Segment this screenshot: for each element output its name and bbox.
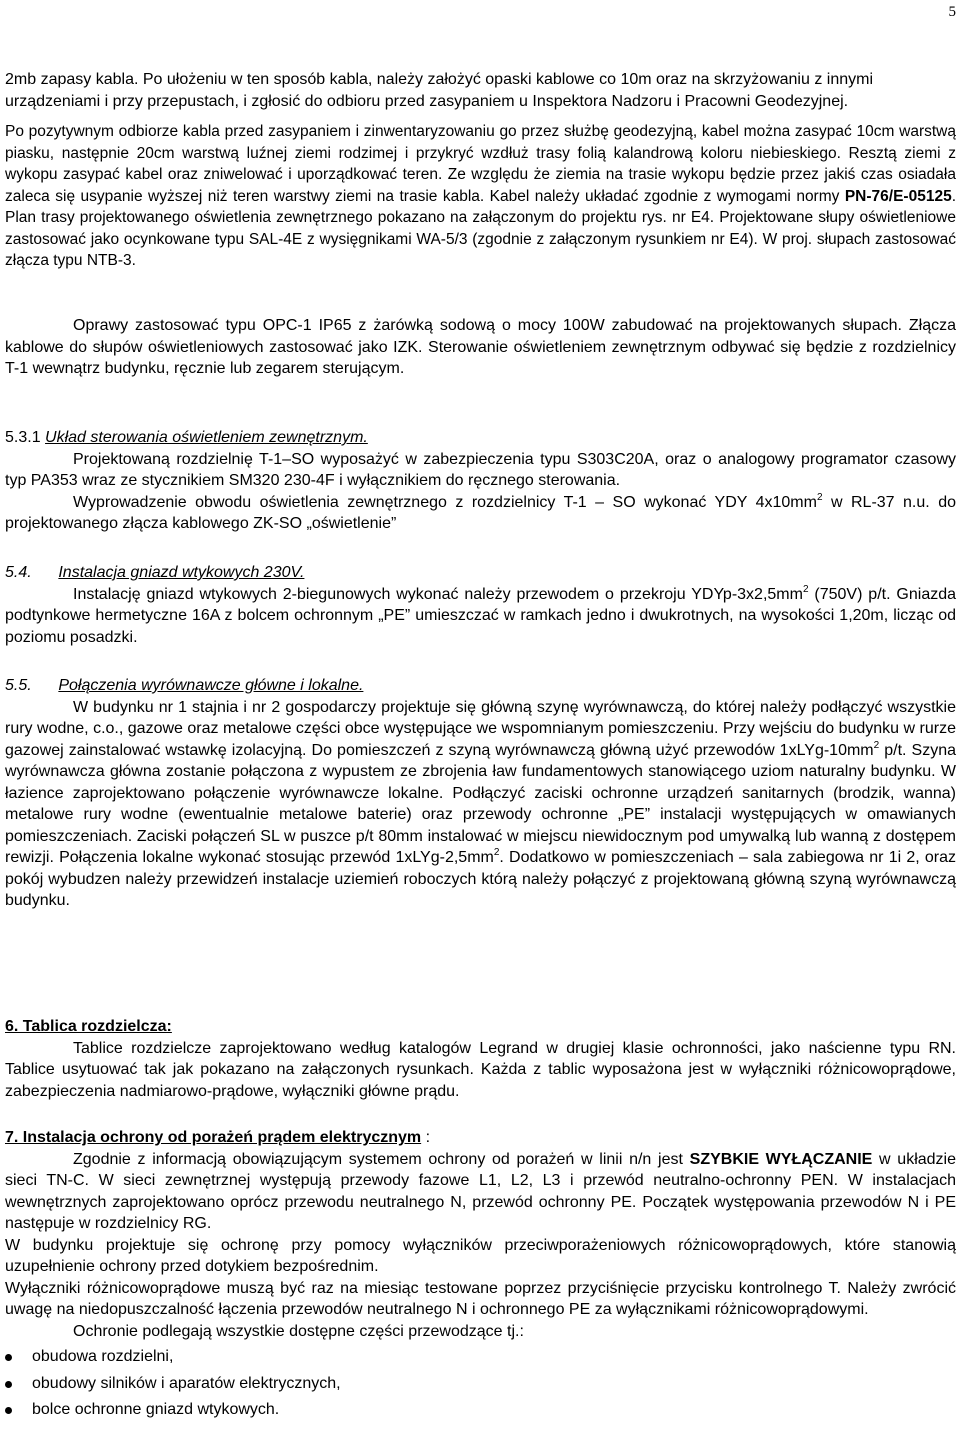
odbior-text-part: Po pozytywnym odbiorze kabla przed zasypaniem i zinwentaryzowaniu go przez służbę geodezyjną, kabel można zasypać 10cm warstwą piasku, następnie 20cm warstwą luźnej ziemi rodzimej i przykryć wzdłuż trasy folią kalandrową koloru niebieskiego. [5,123,956,162]
oprawy-text: Oprawy zastosować typu OPC-1 IP65 z żarówką sodową o mocy 100W zabudować na projektowanych słupach. Złącza kablowe do słupów oświetleniowych zastosować jako IZK. Sterowanie oświetleniem zewnętrznym odbywać się będzie z rozdzielnicy T-1 wewnątrz budynku, ręcznie lub zegarem sterującym. [5,317,956,377]
section-7-para3: Wyłączniki różnicowoprądowe muszą być raz na miesiąc testowane poprzez przyciśnięcie przycisku kontrolnego T. Należy zwrócić uwagę na niedopuszczalność łączenia przewodów neutralnego N i ochronnego PE za wyłącznikami różnicowoprądowymi. [5,1279,956,1318]
section-5-3-1-para2-sup: 2 [816,491,823,503]
section-7-para4: Ochronie podlegają wszystkie dostępne części przewodzące tj.: [73,1322,524,1340]
section-5-4-title: Instalacja gniazd wtykowych 230V. [58,564,305,581]
section-7-para1-a: Zgodnie z informacją obowiązującym systemem ochrony od porażeń w linii n/n jest [73,1150,690,1168]
paragraph-oprawy [5,315,956,380]
section-5-5-para-c: . Dodatkowo w pomieszczeniach – sala zabiegowa nr 1i 2, oraz pokój wybudzen należy przewidzeń instalacje uziemień roboczych którą należy połączyć z projektowaną główną szyną wyrównawczą budynku. [5,849,956,909]
section-7-bullet-list [5,1344,956,1424]
odbior-text [5,121,956,272]
section-5-4-number: 5.4. [5,564,32,581]
section-5-4-para-sup: 2 [802,583,809,595]
section-5-3-1-heading [5,427,956,449]
section-5-5-para-a: W budynku nr 1 stajnia i nr 2 gospodarczy projektuje się główną szynę wyrównawczą, do której należy podłączyć wszystkie rury wodne, c.o., gazowe oraz metalowe części obce występujące we wspomnianym pomieszczeniu. Przy wejściu do budynku w rurze gazowej zainstalować wstawkę izolacyjną. Do pomieszczeń z szyną wyrównawczą główną użyć przewodów 1xLYg-10mm [5,698,956,759]
section-5-5-number: 5.5. [5,677,32,694]
section-5-5-para [5,697,956,912]
section-5-5-heading [5,675,956,697]
section-5-5-para-sup1: 2 [873,739,880,751]
list-item: bolce ochronne gniazd wtykowych. [5,1397,956,1424]
section-5-4-heading [5,562,956,584]
section-5-4 [5,562,956,648]
section-7-para1 [5,1149,956,1235]
section-5-5-para-b: p/t. Szyna wyrównawcza główna zostanie połączona z wypustem ze zbrojenia ław fundamentowych stanowiącego uziom naturalny budynku. W łazience zaprojektowano połączenie wyrównawcze lokalne. Podłączyć zaciski ochronne urządzeń sanitarnych (brodzik, wanna) metalowe rury wodne (ewentualnie metalowe baterie) oraz przewody ochronne „PE” instalacji występujących w omawianych pomieszczeniach. Zaciski połączeń SL w puszce p/t 80mm instalować w miejscu niewidocznym pod umywalką lub wanną z dostępem rewizji. Połączenia lokalne wykonać stosując przewód 1xLYg-2,5mm [5,741,957,866]
list-item: obudowy silników i aparatów elektrycznych, [5,1371,956,1398]
section-5-3-1-para2-a: Wyprowadzenie obwodu oświetlenia zewnętrznego z rozdzielnicy T-1 – SO wykonać YDY 4x10mm [73,493,817,511]
section-5-3-1 [5,427,956,535]
section-6-heading [5,1016,956,1038]
page-number: 5 [948,4,956,20]
section-5-4-para [5,584,956,649]
section-5-3-1-number: 5.3.1 [5,429,41,446]
section-5-3-1-para2 [5,492,956,535]
section-5-4-para-b: (750V) p/t. Gniazda podtynkowe hermetyczne 16A z bolcem ochronnym „PE” umieszczać w ramkach jedno i dwukrotnych, na wysokości 1,20m, licząc od poziomu posadzki. [5,585,957,646]
reszta-text-b: . Plan trasy projektowanego oświetlenia zewnętrznego pokazano na załączonym do projektu rys. nr E4. Projektowane słupy oświetleniowe zastosować jako ocynkowane typu SAL-4E z wysięgnikami WA-5/3 (zgodnie z załączonym rysunkiem nr E4). W proj. słupach zastosować złącza typu NTB-3. [5,187,956,269]
section-5-3-1-title: Układ sterowania oświetleniem zewnętrznym. [45,429,368,446]
section-5-4-para-a: Instalację gniazd wtykowych 2-biegunowych wykonać należy przewodem o przekroju YDYp-3x2,5mm [73,585,803,603]
list-item: obudowa rozdzielni, [5,1344,956,1371]
section-7-title-suffix: : [421,1129,431,1146]
reszta-text-a: Resztą ziemi z wykopu zasypać kabel oraz zniwelować i uporządkować teren. Ze względu że ziemia na trasie wykopu będzie przez jakiś czas osiadała zaleca się usypanie wyższej niż teren warstwy ziemi na trasie kabla. Kabel należy układać zgodnie z wymogami normy [5,144,956,205]
section-7-para1-b: w układzie sieci TN-C. W sieci zewnętrznej występują przewody fazowe L1, L2, L3 i przewód neutralno-ochronny PEN. W instalacjach wewnętrznych zaprojektowano oprócz przewodu neutralnego N, przewód ochronny PE. Początek występowania przewodów N i PE następuje w rozdzielnicy RG. [5,1150,956,1232]
section-7-para1-bold: SZYBKIE WYŁĄCZANIE [689,1150,873,1168]
section-5-5-title: Połączenia wyrównawcze główne i lokalne. [58,677,364,694]
section-5-5 [5,675,956,912]
norma-text: PN-76/E-05125 [844,187,952,205]
section-7-para2: W budynku projektuje się ochronę przy pomocy wyłączników przeciwporażeniowych różnicowoprądowych, które stanowią uzupełnienie ochrony przed dotykiem bezpośrednim. [5,1236,956,1275]
intro-text: 2mb zapasy kabla. Po ułożeniu w ten sposób kabla, należy założyć opaski kablowe co 10m oraz na skrzyżowaniu z innymi urządzeniami i przy przepustach, i zgłosić do odbioru przed zasypaniem u Inspektora Nadzoru i Pracowni Geodezyjnej. [5,71,873,110]
section-5-3-1-para2-b: w RL-37 n.u. do projektowanego złącza kablowego ZK-SO „oświetlenie” [5,493,956,532]
section-7-heading [5,1127,956,1149]
section-7-title: 7. Instalacja ochrony od porażeń prądem elektrycznym [5,1129,422,1146]
section-7 [5,1127,956,1424]
paragraph-odbior [5,121,956,272]
section-6 [5,1016,956,1102]
section-6-para: Tablice rozdzielcze zaprojektowano według katalogów Legrand w drugiej klasie ochronności, jako naścienne typu RN. Tablice usytuować tak jak pokazano na załączonych rysunkach. Każda z tablic wyposażona jest w wyłączniki różnicowoprądowe, zabezpieczenia nadmiarowo-prądowe, wyłączniki główne prądu. [5,1039,956,1100]
section-5-5-para-sup2: 2 [493,847,500,858]
section-5-3-1-para1: Projektowaną rozdzielnię T-1–SO wyposażyć w zabezpieczenia typu S303C20A, oraz o analogowy programator czasowy typ PA353 wraz ze stycznikiem SM320 230-4F i wyłącznikiem do ręcznego sterowania. [5,450,956,489]
section-6-title: 6. Tablica rozdzielcza: [5,1018,172,1035]
paragraph-intro [5,69,956,112]
